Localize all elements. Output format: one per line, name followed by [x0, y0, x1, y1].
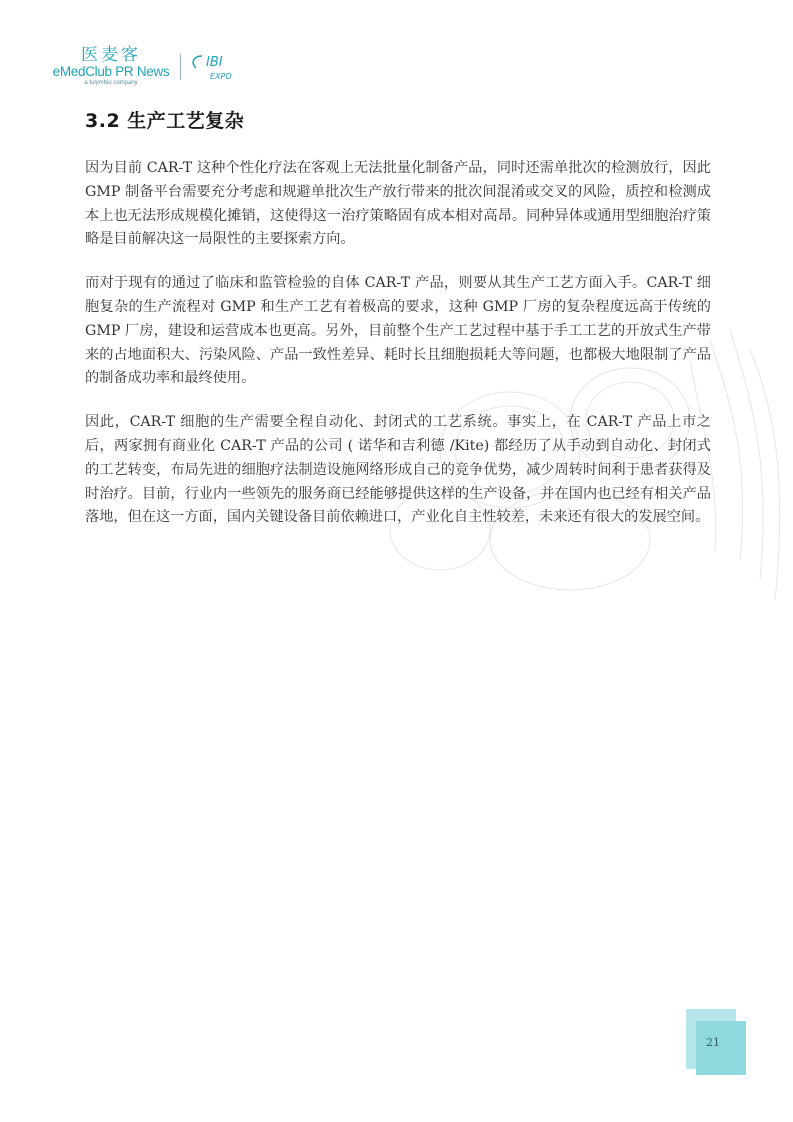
- body-text: [85, 157, 711, 550]
- logo-tagline: a tulymbio company: [84, 80, 138, 86]
- paragraph-2: 而对于现有的通过了临床和监管检验的自体 CAR-T 产品，则要从其生产工艺方面入手。CAR-T 细胞复杂的生产流程对 GMP 和生产工艺有着极高的要求，这种 GMP 厂房的复杂程度远高于传统的 GMP 厂房，建设和运营成本也更高。另外，目前整个生产工艺过程中基于手工工艺的开放式生产带来的占地面积大、污染风险、产品一致性差异、耗时长且细胞损耗大等问题，也都极大地限制了产品的制备成功率和最终使用。: [85, 275, 711, 387]
- expo-logo-text: EXPO: [210, 72, 232, 81]
- section-title: 3.2 生产工艺复杂: [85, 110, 245, 132]
- emedclub-logo: [46, 46, 176, 87]
- logo-divider: [180, 54, 181, 80]
- logo-chinese-name: 医麦客: [81, 45, 141, 65]
- ibi-logo-text: IBI: [206, 55, 223, 70]
- paragraph-3: 因此，CAR-T 细胞的生产需要全程自动化、封闭式的工艺系统。事实上，在 CAR-T 产品上市之后，两家拥有商业化 CAR-T 产品的公司 ( 诺华和吉利德 /Kite) 都经历了从手动到自动化、封闭式的工艺转变，布局先进的细胞疗法制造设施网络形成自己的竞争优势，减少周转时间利于患者获得及时治疗。目前，行业内一些领先的服务商已经能够提供这样的生产设备，并在国内也已经有相关产品落地，但在这一方面，国内关键设备目前依赖进口，产业化自主性较差，未来还有很大的发展空间。: [85, 414, 711, 526]
- page-number: 21: [706, 1036, 720, 1049]
- logo-english-name: eMedClub PR News: [52, 64, 170, 79]
- paragraph-1: 因为目前 CAR-T 这种个性化疗法在客观上无法批量化制备产品，同时还需单批次的检测放行，因此 GMP 制备平台需要充分考虑和规避单批次生产放行带来的批次间混淆或交叉的风险，质控和检测成本上也无法形成规模化摊销，这使得这一治疗策略固有成本相对高昂。同种异体或通用型细胞治疗策略是目前解决这一局限性的主要探索方向。: [85, 160, 711, 248]
- ibi-expo-logo: [188, 48, 244, 84]
